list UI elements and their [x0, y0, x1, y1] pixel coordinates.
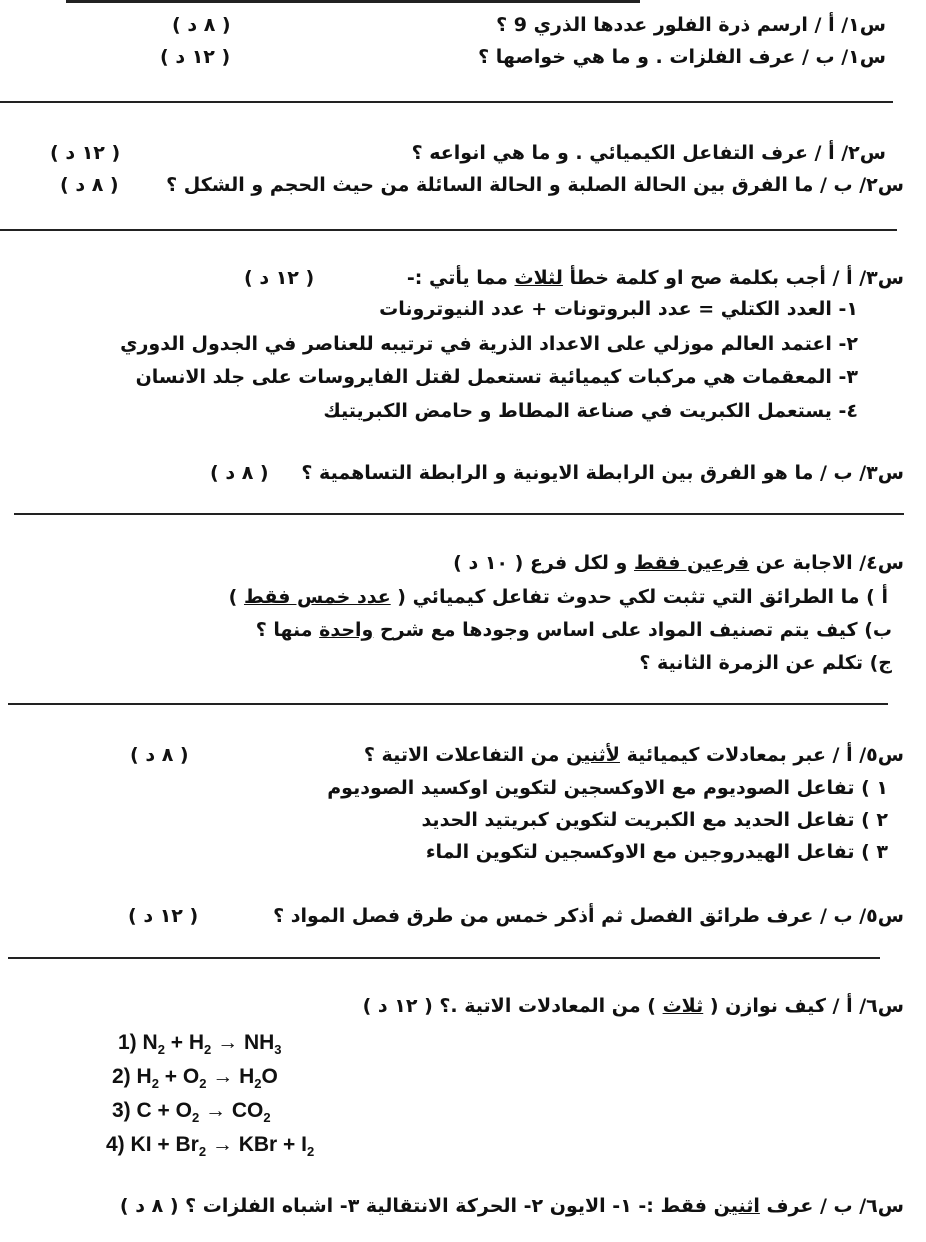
q2-b-marks: ( ٨ د ) [60, 174, 119, 196]
q1-a-text: س١/ أ / ارسم ذرة الفلور عددها الذري 9 ؟ [496, 14, 886, 36]
q4-c: ج) تكلم عن الزمرة الثانية ؟ [639, 652, 892, 674]
q1-b-text: س١/ ب / عرف الفلزات . و ما هي خواصها ؟ [478, 46, 886, 68]
q4-b: ب) كيف يتم تصنيف المواد على اساس وجودها مع شرح واحدة منها ؟ [255, 619, 892, 641]
q6-b-underlined: اثنين [713, 1195, 760, 1217]
q4-a-underlined: عدد خمس فقط [243, 586, 391, 608]
q6-b-text: س٦/ ب / عرف اثنين فقط :- ١- الايون ٢- الحركة الانتقالية ٣- اشباه الفلزات ؟ ( ٨ د ) [119, 1195, 904, 1217]
q3-item-2: ٢- اعتمد العالم موزلي على الاعداد الذرية في ترتيبه للعناصر في الجدول الدوري [120, 333, 858, 355]
divider-2 [0, 229, 897, 231]
divider-5 [8, 957, 880, 959]
q3-item-1: ١- العدد الكتلي = عدد البروتونات + عدد النيوترونات [379, 298, 858, 320]
q3-b-marks: ( ٨ د ) [210, 462, 269, 484]
q6-a-title: س٦/ أ / كيف نوازن ( ثلاث ) من المعادلات الاتية .؟ ( ١٢ د ) [362, 995, 904, 1017]
q2-a-marks: ( ١٢ د ) [50, 142, 121, 164]
top-cut-line [66, 0, 640, 3]
divider-4 [8, 703, 888, 705]
divider-3 [14, 513, 904, 515]
q3-a-title: س٣/ أ / أجب بكلمة صح او كلمة خطأ لثلاث مما يأتي :- [406, 267, 904, 289]
divider-1 [0, 101, 893, 103]
q5-item-1: ١ ) تفاعل الصوديوم مع الاوكسجين لتكوين اوكسيد الصوديوم [327, 777, 888, 799]
q1-b-marks: ( ١٢ د ) [160, 46, 231, 68]
q5-item-3: ٣ ) تفاعل الهيدروجين مع الاوكسجين لتكوين الماء [425, 841, 888, 863]
q4-b-underlined: واحدة [319, 619, 374, 641]
q5-item-2: ٢ ) تفاعل الحديد مع الكبريت لتكوين كبريتيد الحديد [421, 809, 888, 831]
equation-4: 4) KI + $Br_2$ → KBr + $I_2$ [106, 1133, 315, 1160]
q4-title-underlined: فرعين فقط [633, 552, 750, 574]
q2-a-text: س٢/ أ / عرف التفاعل الكيميائي . و ما هي انواعه ؟ [411, 142, 886, 164]
q3-a-underlined: لثلاث [514, 267, 563, 289]
q1-a-marks: ( ٨ د ) [172, 14, 231, 36]
q4-a: أ ) ما الطرائق التي تثبت لكي حدوث تفاعل كيميائي ( عدد خمس فقط ) [228, 586, 888, 608]
equation-2: 2) $H_2 + O_2 \to H_2O$ [112, 1065, 278, 1092]
q4-title: س٤/ الاجابة عن فرعين فقط و لكل فرع ( ١٠ د ) [453, 552, 904, 574]
q5-a-title: س٥/ أ / عبر بمعادلات كيميائية لأثنين من التفاعلات الاتية ؟ [363, 744, 904, 766]
q5-b-marks: ( ١٢ د ) [128, 905, 199, 927]
q6-a-underlined: ثلاث [662, 995, 704, 1017]
equation-3: 3) $C + O_2 \to CO_2$ [112, 1099, 271, 1126]
q5-a-marks: ( ٨ د ) [130, 744, 189, 766]
equation-1: 1) $N_2 + H_2 \to NH_3$ [118, 1031, 282, 1058]
q5-a-underlined: لأثنين [566, 744, 620, 766]
q3-item-4: ٤- يستعمل الكبريت في صناعة المطاط و حامض الكبريتيك [323, 400, 858, 422]
q3-item-3: ٣- المعقمات هي مركبات كيميائية تستعمل لقتل الفايروسات على جلد الانسان [135, 366, 858, 388]
q5-b-text: س٥/ ب / عرف طرائق الفصل ثم أذكر خمس من طرق فصل المواد ؟ [273, 905, 904, 927]
q3-a-marks: ( ١٢ د ) [244, 267, 315, 289]
q2-b-text: س٢/ ب / ما الفرق بين الحالة الصلبة و الحالة السائلة من حيث الحجم و الشكل ؟ [166, 174, 904, 196]
q3-b-text: س٣/ ب / ما هو الفرق بين الرابطة الايونية و الرابطة التساهمية ؟ [301, 462, 904, 484]
